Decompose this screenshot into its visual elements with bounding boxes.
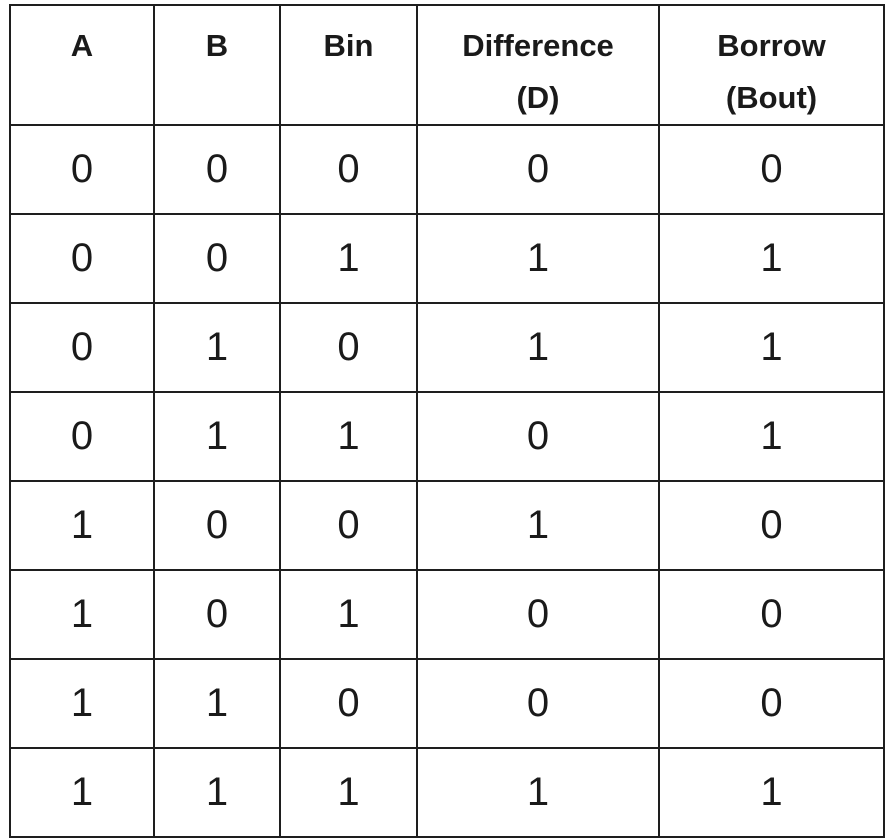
cell-borrow: 0 [659,125,884,214]
header-b [154,5,280,125]
cell-b: 1 [154,748,280,837]
table-row [10,303,884,392]
cell-b: 0 [154,481,280,570]
cell-a: 0 [10,392,154,481]
cell-b: 0 [154,570,280,659]
table-row [10,659,884,748]
cell-b: 0 [154,214,280,303]
cell-bin: 0 [280,659,417,748]
header-bin [280,5,417,125]
cell-difference: 0 [417,570,659,659]
header-difference-label: Difference [462,28,614,63]
cell-bin: 1 [280,214,417,303]
cell-difference: 0 [417,659,659,748]
cell-bin: 1 [280,392,417,481]
cell-bin: 0 [280,125,417,214]
cell-borrow: 1 [659,748,884,837]
header-borrow-symbol: (Bout) [725,80,818,115]
header-row [10,5,884,125]
cell-difference: 1 [417,214,659,303]
cell-bin: 0 [280,303,417,392]
cell-bin: 1 [280,570,417,659]
table-row [10,214,884,303]
cell-bin: 0 [280,481,417,570]
table-row [10,392,884,481]
cell-b: 1 [154,392,280,481]
table-row [10,570,884,659]
header-borrow-label: Borrow [717,28,826,63]
cell-a: 0 [10,303,154,392]
header-b-label: B [205,28,229,63]
cell-borrow: 0 [659,659,884,748]
cell-difference: 1 [417,748,659,837]
cell-difference: 1 [417,481,659,570]
cell-a: 1 [10,570,154,659]
header-difference-symbol: (D) [516,80,560,115]
header-difference [417,5,659,125]
cell-borrow: 1 [659,392,884,481]
header-borrow [659,5,884,125]
cell-a: 1 [10,481,154,570]
cell-b: 1 [154,303,280,392]
cell-difference: 0 [417,125,659,214]
cell-a: 0 [10,125,154,214]
cell-b: 0 [154,125,280,214]
table-row [10,125,884,214]
cell-a: 1 [10,748,154,837]
cell-borrow: 1 [659,303,884,392]
header-a [10,5,154,125]
table-row [10,748,884,837]
cell-borrow: 0 [659,570,884,659]
cell-bin: 1 [280,748,417,837]
cell-a: 0 [10,214,154,303]
header-bin-label: Bin [323,28,374,63]
full-subtractor-truth-table [9,4,885,838]
cell-borrow: 1 [659,214,884,303]
cell-a: 1 [10,659,154,748]
cell-difference: 0 [417,392,659,481]
table-row [10,481,884,570]
cell-difference: 1 [417,303,659,392]
cell-b: 1 [154,659,280,748]
header-a-label: A [70,28,94,63]
cell-borrow: 0 [659,481,884,570]
